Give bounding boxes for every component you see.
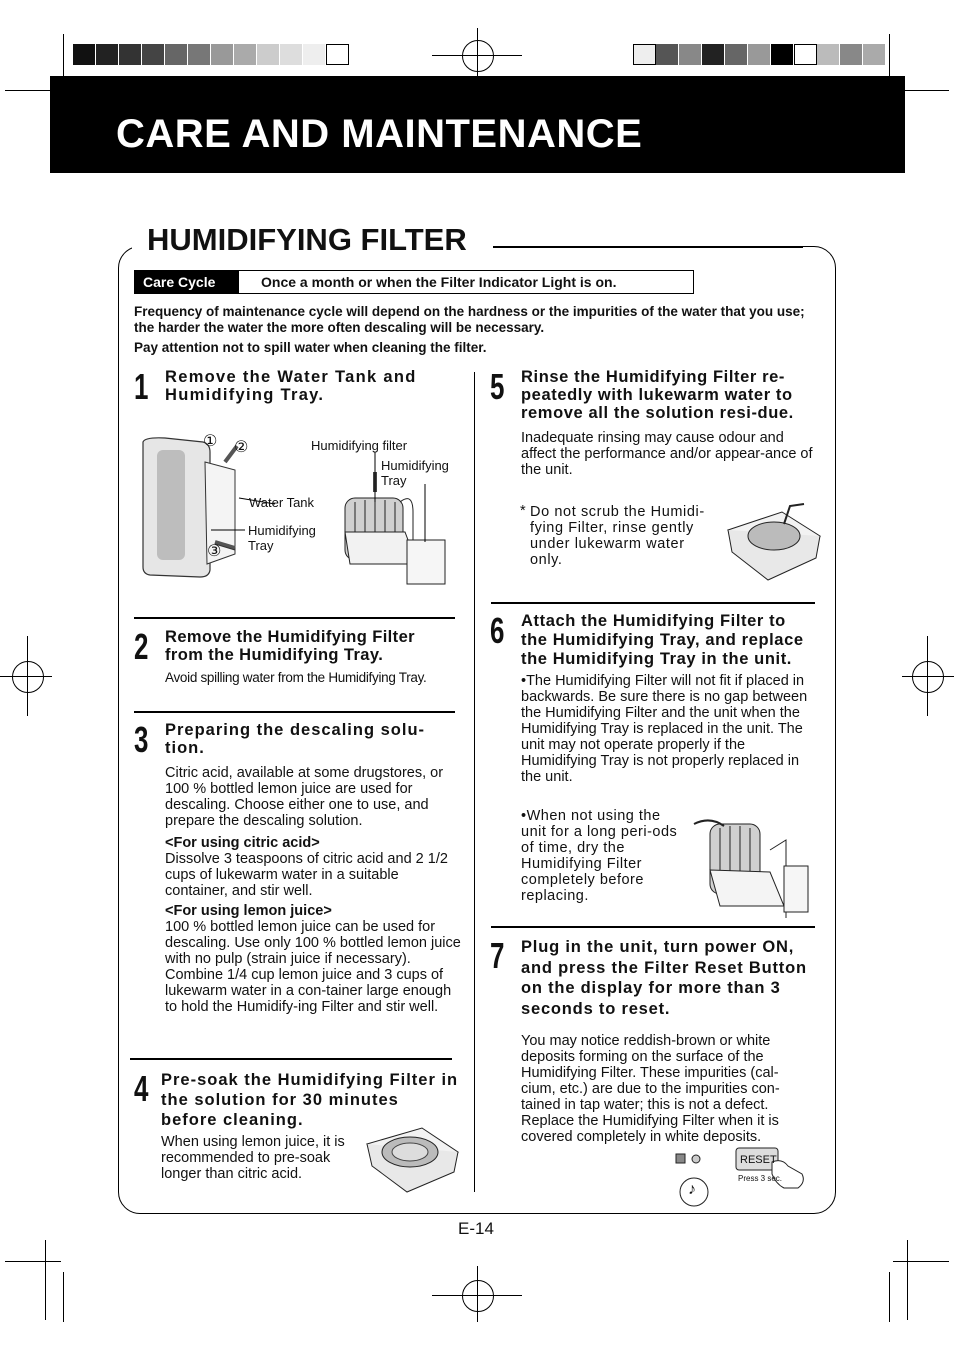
callout-3: ③ — [207, 543, 222, 560]
humidifier-illustration — [135, 432, 465, 592]
care-cycle-value: Once a month or when the Filter Indicator Light is on. — [261, 274, 617, 290]
frequency-note — [134, 304, 812, 360]
registration-line — [27, 636, 28, 716]
step-title: Remove the Water Tank and Humidifying Tray. — [165, 368, 417, 404]
step-note: Avoid spilling water from the Humidifying Tray. — [165, 670, 427, 685]
step-title: Attach the Humidifying Filter to the Humidifying Tray, and replace the Humidifying Tray in the unit. — [521, 612, 804, 668]
crop-mark — [63, 1272, 64, 1322]
lemon-text: 100 % bottled lemon juice can be used for descaling. Use only 100 % bottled lemon juice with no pulp (strain juice if necessary). Combine 1/4 cup lemon juice and 3 cups of lukewarm water in a con-tainer large enough to hold the Humidify-ing Filter and stir well. — [165, 919, 461, 1015]
registration-mark — [912, 661, 944, 693]
attach-filter-illustration — [690, 810, 812, 920]
lemon-heading: <For using lemon juice> — [165, 903, 332, 919]
step-divider — [134, 711, 455, 713]
registration-mark — [12, 661, 44, 693]
step-title: Rinse the Humidifying Filter re-peatedly with lukewarm water to remove all the solution resi-due. — [521, 368, 794, 422]
registration-line — [902, 676, 954, 677]
step-number: 7 — [490, 935, 505, 976]
callout-1: ① — [203, 433, 218, 450]
label-humidifying-tray-2: Humidifying Tray — [381, 458, 449, 488]
crop-mark — [45, 1240, 46, 1320]
frequency-text: Frequency of maintenance cycle will depend on the hardness or the impurities of the water that you use; the harder the water the more often descaling will be necessary. — [134, 304, 805, 335]
step-body: You may notice reddish-brown or white deposits forming on the surface of the Humidifying Filter. These impurities (cal-cium, etc.) are due to the impurities con-tained in tap water; this is not a defect. Replace the Humidifying Filter when it is covered completely in white deposits. — [521, 1033, 780, 1145]
registration-line — [0, 676, 52, 677]
color-bar-right — [633, 44, 886, 65]
step-divider — [491, 602, 815, 604]
step-3 — [134, 721, 460, 1015]
step-number: 4 — [134, 1068, 149, 1109]
step-number: 1 — [134, 366, 149, 407]
scrub-note: Do not scrub the Humidi-fying Filter, rinse gently under lukewarm water only. — [530, 504, 705, 568]
section-title: HUMIDIFYING FILTER — [147, 222, 467, 257]
step-divider — [134, 617, 455, 619]
step-number: 5 — [490, 366, 505, 407]
page-title: CARE AND MAINTENANCE — [116, 112, 643, 156]
registration-mark — [462, 40, 494, 72]
crop-mark — [893, 1261, 949, 1262]
rinsing-tub-illustration — [724, 500, 824, 582]
citric-heading: <For using citric acid> — [165, 835, 320, 851]
step-2 — [134, 628, 456, 686]
press-label: Press 3 sec. — [738, 1174, 783, 1183]
step-number: 2 — [134, 626, 149, 667]
soaking-tub-illustration — [362, 1124, 462, 1196]
bullet-2: •When not using the unit for a long peri-ods of time, dry the Humidifying Filter completely before replacing. — [521, 808, 678, 904]
label-humidifying-tray: Humidifying Tray — [248, 523, 316, 553]
asterisk-mark: * — [520, 503, 526, 519]
registration-mark — [462, 1280, 494, 1312]
callout-2: ② — [234, 439, 249, 456]
care-cycle-box — [134, 270, 694, 294]
step-number: 6 — [490, 610, 505, 651]
step-1 — [134, 366, 456, 407]
citric-text: Dissolve 3 teaspoons of citric acid and 2 1/2 cups of lukewarm water in a suitable container, and stir well. — [165, 851, 448, 899]
step-7 — [490, 937, 815, 1145]
step-body: Inadequate rinsing may cause odour and affect the performance and/or appear-ance of the unit. — [521, 430, 813, 478]
column-divider — [474, 372, 475, 1192]
care-cycle-label: Care Cycle — [135, 271, 239, 293]
step-title: Pre-soak the Humidifying Filter in the solution for 30 minutes before cleaning. — [161, 1071, 459, 1129]
beep-icon: ♪ — [688, 1181, 696, 1198]
step-title: Remove the Humidifying Filter from the Humidifying Tray. — [165, 628, 415, 664]
title-rule — [493, 246, 803, 248]
step-body: When using lemon juice, it is recommended to pre-soak longer than citric acid. — [161, 1134, 345, 1182]
registration-line — [927, 636, 928, 716]
crop-mark — [889, 1272, 890, 1322]
step-6 — [490, 612, 815, 785]
intro-text: Citric acid, available at some drugstores, or 100 % bottled lemon juice are used for descaling. Choose either one to use, and prepare the descaling solution. — [165, 765, 444, 829]
step-title: Preparing the descaling solu-tion. — [165, 721, 426, 757]
color-bar-left — [73, 44, 349, 65]
step-5 — [490, 368, 815, 478]
step-divider — [130, 1058, 452, 1060]
step-title: Plug in the unit, turn power ON, and press the Filter Reset Button on the display for more than 3 seconds to reset. — [521, 938, 807, 1018]
header-banner — [50, 76, 905, 173]
spill-note: Pay attention not to spill water when cleaning the filter. — [134, 340, 487, 355]
page-number: E-14 — [458, 1219, 494, 1238]
crop-mark — [5, 1261, 61, 1262]
reset-label: RESET — [740, 1154, 777, 1166]
crop-mark — [907, 1240, 908, 1320]
step-divider — [491, 926, 815, 928]
registration-line — [477, 1266, 478, 1322]
step-number: 3 — [134, 719, 149, 760]
step-body — [165, 765, 461, 1015]
label-water-tank: Water Tank — [249, 495, 315, 510]
label-humidifying-filter: Humidifying filter — [311, 438, 408, 453]
bullet-1: •The Humidifying Filter will not fit if placed in backwards. Be sure there is no gap between the Humidifying Filter and the unit when the Humidifying Tray is replaced in the unit. The unit may not operate properly if the Humidifying Tray is not properly replaced in the unit. — [521, 673, 808, 785]
